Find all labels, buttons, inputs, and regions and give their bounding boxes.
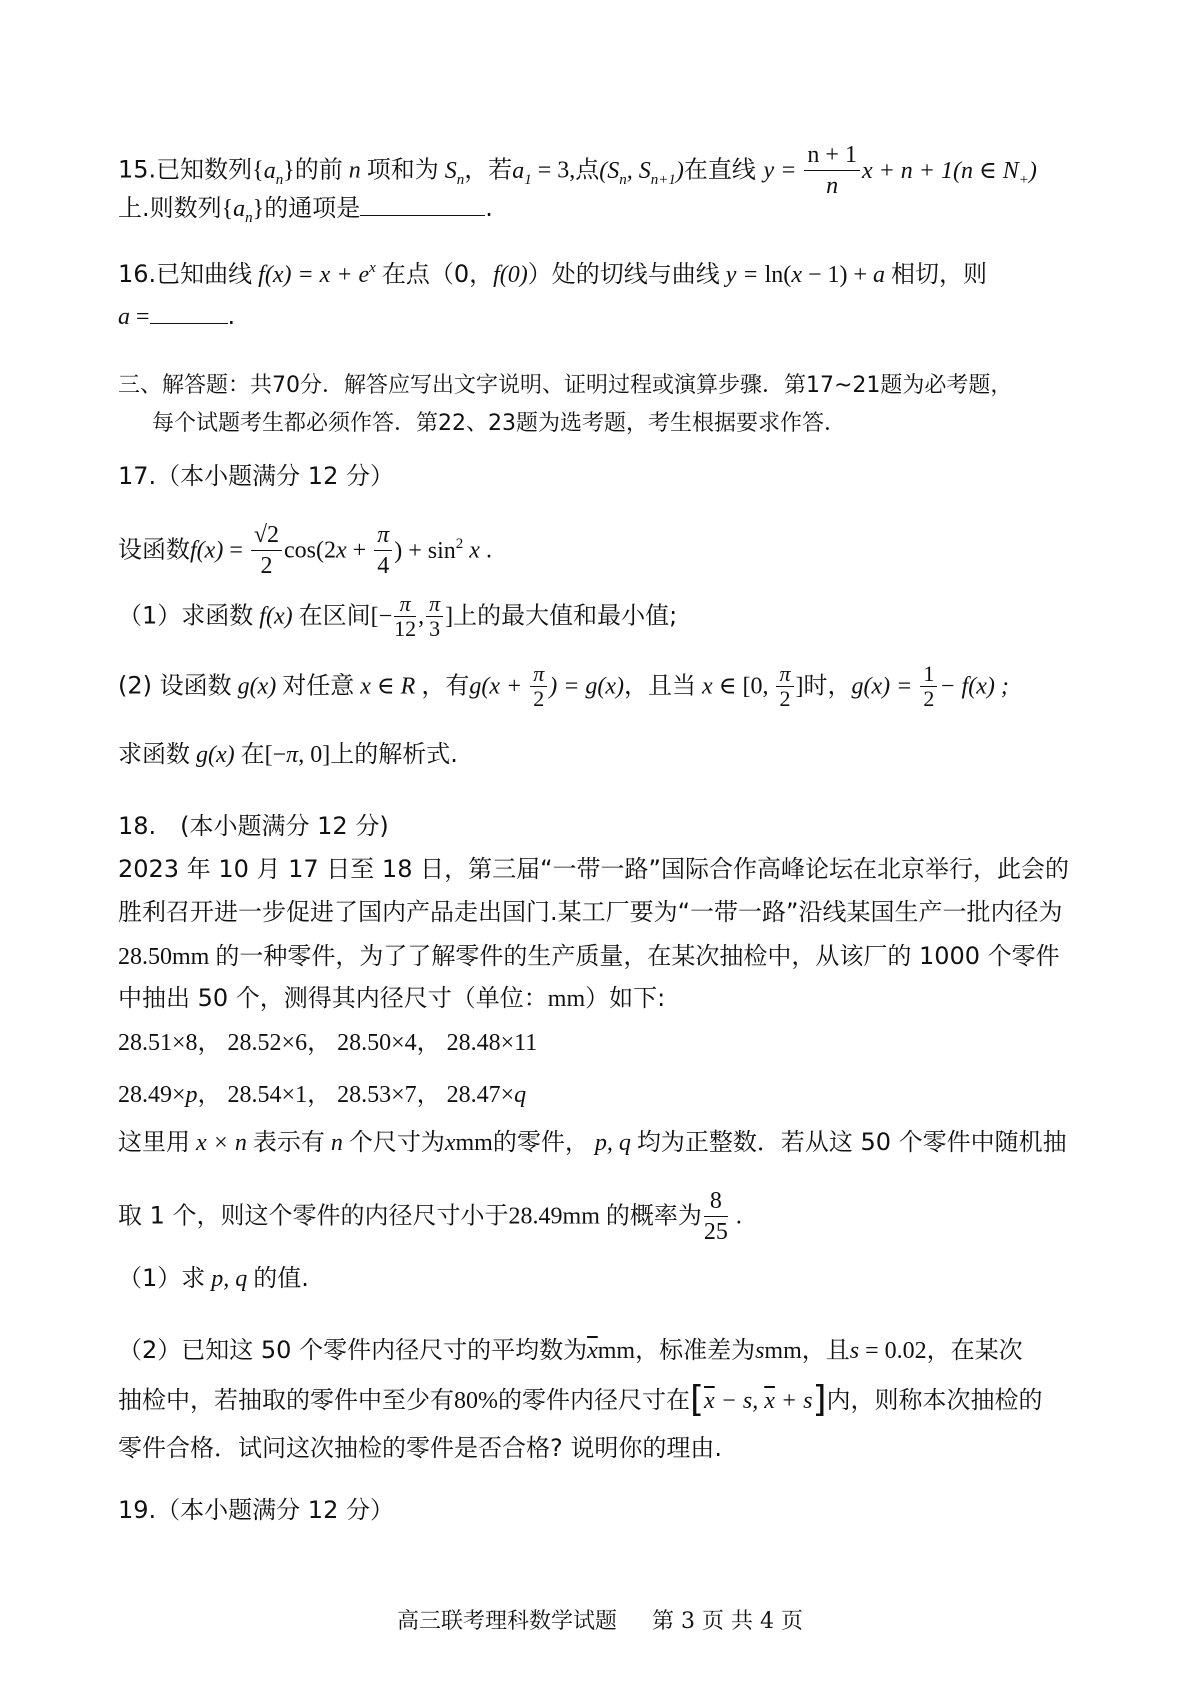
math: ln( [764,262,792,288]
math: x [791,262,802,288]
math: − s, [714,1388,765,1414]
math: n [324,1130,349,1156]
fraction: $\frac{\pi}{2}$ [530,662,547,711]
math: = 3, [531,157,576,184]
answer-blank[interactable] [150,301,228,324]
q17-heading [118,460,394,492]
q18-text: 表示有 [252,1128,325,1156]
math: − 1) + [801,262,874,288]
q18-text: （2）已知这 50 个零件内径尺寸的平均数为 [118,1336,588,1364]
math: 28.49mm [508,1203,606,1230]
q16-line1 [118,252,987,291]
math: 28.50mm [118,944,216,970]
math: $S_n$ [438,157,465,188]
q18-text: 均为正整数．若从这 50 个零件中随机抽 [636,1128,1067,1156]
q18-text: 个尺寸为 [348,1128,445,1156]
question-heading: 19.（本小题满分 12 分） [118,1496,394,1524]
q17-text: 设函数 [118,535,190,564]
math: p, q [588,1130,637,1156]
math: x [336,537,347,564]
q17-text: 上的最大值和最小值; [453,601,678,630]
math: mm [547,986,586,1012]
math: { [252,157,264,184]
math: } [252,196,265,222]
q18-body2 [118,896,1063,928]
fraction: $\frac{1}{2}$ [920,662,937,711]
math: g(x) [231,673,283,700]
q17-part2-cont [118,738,458,771]
math: , 0] [298,742,331,768]
math: a [118,304,130,330]
q15-text: . [485,194,493,222]
q16-text: 16.已知曲线 [118,260,253,288]
q15-text: 15.已知数列 [118,155,253,184]
math: $f(x) = x + e^x$ [252,260,376,288]
q16-text: ）处的切线与曲线 [527,260,720,288]
math: , [418,603,425,630]
math: } [283,157,295,184]
fraction: $\frac{\pi}{3}$ [426,592,443,641]
math: = [130,304,150,330]
data-list: 28.49× [118,1082,186,1108]
q16-text: 相切，则 [891,260,988,288]
math: a [873,262,892,288]
q18-text: ，在某次 [926,1336,1023,1364]
q15-text: 的前 [294,155,343,184]
q18-text: 零件合格．试问这次抽检的零件是否合格? 说明你的理由. [118,1434,722,1462]
q15-line2 [118,192,493,234]
q17-text: 对任意 [282,671,355,700]
q19-heading [118,1494,394,1526]
math: $\overline{x}$ [704,1388,715,1414]
q18-data1 [118,1026,537,1059]
data-list: ， 28.54×1， 28.53×7， 28.47× [197,1082,515,1108]
math: cos(2 [284,537,337,564]
math: . [479,537,492,564]
q15-text: 项和为 [366,155,439,184]
q18-text: 内，则称本次抽检的 [826,1386,1043,1414]
page-number: 第 3 页 共 4 页 [652,1609,803,1634]
math: $a_n$ [263,157,284,188]
q17-text: ，且当 [624,671,697,700]
q18-data2 [118,1078,526,1111]
fraction: $\frac{n + 1}{n}$ [804,140,860,201]
q18-text: ，且 [801,1336,850,1364]
q18-heading [118,810,389,842]
q17-text: 时， [803,671,852,700]
math: $a_1$ [512,157,532,188]
q18-text: 的零件， [492,1128,589,1156]
q18-text: ，标准差为 [635,1336,756,1364]
q17-text: ，有 [421,671,470,700]
q17-intro [118,520,492,581]
section3-line2 [152,408,846,440]
q18-text: 的一种零件，为了了解零件的生产质量，在某次抽检中，从该厂的 1000 个零件 [215,942,1060,970]
q16-text: . [227,302,236,330]
math: . [729,1203,742,1230]
q18-prob [118,1186,742,1247]
q18-text: 的值. [253,1264,309,1292]
math: $\overline{x}$ [587,1338,598,1364]
math: ) = g(x) [549,673,625,700]
q16-line2 [118,300,235,333]
q17-text: （1）求函数 [118,601,254,630]
q15-text: 点 [575,155,600,184]
question-heading: 17.（本小题满分 12 分） [118,462,394,490]
math: ($S_n$, $S_{n+1}$) [599,157,684,188]
math: f(x) [190,537,224,564]
math: ] [445,603,454,630]
math: f(0) [493,262,528,288]
question-heading: 18. (本小题满分 12 分) [118,812,389,840]
math: g(x) [190,742,241,768]
math: s [755,1338,765,1364]
math: π [286,742,299,768]
q18-body1 [118,853,1069,885]
math: { [221,196,234,222]
math: [ [690,1379,705,1420]
q17-text: (2) 设函数 [118,671,232,700]
q16-text: 在点（0， [381,260,494,288]
math: = 0.02 [859,1338,927,1364]
section-heading: 三、解答题：共70分．解答应写出文字说明、证明过程或演算步骤．第17~21题为必考题， [118,373,1013,398]
fraction: $\frac{\pi}{4}$ [374,520,392,581]
fraction: $\frac{√2}{2}$ [251,520,282,581]
q17-text: 上的解析式. [330,740,458,768]
q18-explain [118,1126,1067,1159]
q15-text: 的通项是 [264,194,361,222]
q17-part2 [118,662,1009,711]
math: ] [812,1379,827,1420]
q18-text: ）如下: [585,984,666,1012]
q15-text: 上.则数列 [118,194,222,222]
math: ] [795,673,804,700]
q18-text: 的概率为 [605,1201,702,1230]
math: ) + $\sin^2$ [394,535,464,564]
math: 80% [454,1388,498,1414]
q18-body3 [118,940,1060,973]
math: mm [764,1338,802,1364]
q18-text: 抽检中，若抽取的零件中至少有 [118,1386,454,1414]
math: p [185,1082,198,1108]
math: x [444,1130,456,1156]
math: [− [264,742,287,768]
math: g(x) = [851,673,919,700]
footer-title: 高三联考理科数学试题 [397,1609,618,1634]
q15-text: 在直线 [683,155,756,184]
math: x × n [190,1130,253,1156]
math: x ∈ [696,673,743,700]
q18-text: 胜利召开进一步促进了国内产品走出国门.某工厂要为“一带一路”沿线某国生产一批内径为 [118,898,1063,926]
math: + [346,537,373,564]
q18-text: （1）求 [118,1264,206,1292]
fraction: $\frac{8}{25}$ [703,1188,728,1245]
fraction: $\frac{\pi}{12}$ [394,591,417,641]
math: y = [763,157,803,184]
data-list: 28.51×8， 28.52×6， 28.50×4， 28.48×11 [118,1030,538,1056]
q18-part2-end [118,1432,722,1464]
math: = [223,537,249,564]
q18-text: 取 1 个，则这个零件的内径尺寸小于 [118,1201,509,1230]
math: y = [719,262,765,288]
q18-text: 的零件内径尺寸在 [498,1386,690,1414]
math: f(x) [253,603,299,630]
math: n [342,157,367,184]
math: x [469,537,480,564]
math: − f(x) ; [939,673,1009,700]
q18-part1 [118,1262,309,1295]
q18-text: 这里用 [118,1128,190,1156]
q17-text: 在区间 [298,601,371,630]
math: g(x + [469,673,529,700]
q17-text: 求函数 [118,740,190,768]
q18-text: 2023 年 10 月 17 日至 18 日，第三届“一带一路”国际合作高峰论坛在北京举行，此会的 [118,855,1069,883]
q18-part2 [118,1334,1023,1367]
section3-line1 [118,370,1012,402]
fraction: $\frac{\pi}{2}$ [776,662,793,711]
page-footer [0,1604,1200,1635]
math: $a_n$ [233,196,253,226]
math: + s [774,1388,813,1414]
math: s [849,1338,860,1364]
math: $\overline{x}$ [764,1388,775,1414]
math: p, q [205,1266,254,1292]
q15-text: ，若 [464,155,513,184]
math: q [514,1082,527,1108]
math: mm [597,1338,636,1364]
math: x ∈ R [354,673,422,700]
q18-body4 [118,982,665,1015]
q17-part1 [118,592,677,641]
math: [− [370,603,393,630]
section-text: 每个试题考生都必须作答．第22、23题为选考题，考生根据要求作答． [152,411,846,436]
q18-text: 中抽出 50 个，测得其内径尺寸（单位： [118,984,548,1012]
answer-blank[interactable] [360,193,485,216]
math: x + n + 1(n ∈ $N_+$) [861,157,1037,188]
math: mm [455,1130,493,1156]
q17-text: 在 [240,740,265,768]
q18-part2-cont [118,1379,1043,1420]
math: [0, [742,673,775,700]
